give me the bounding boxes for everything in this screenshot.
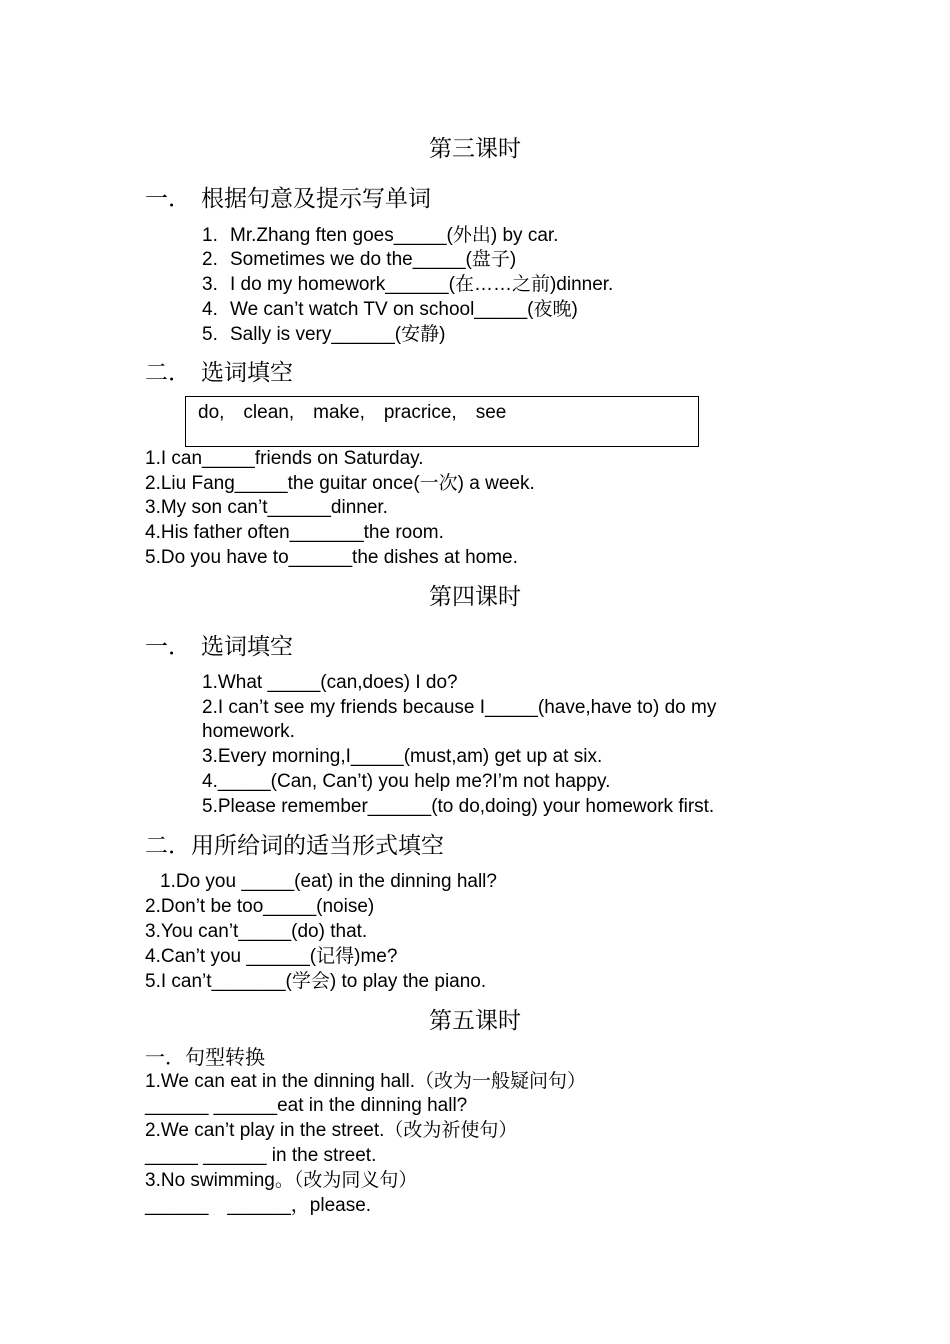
question-item: 2.Liu Fang_____the guitar once(一次) a week. bbox=[145, 473, 535, 494]
answer-line: ______ ______，please. bbox=[145, 1195, 372, 1216]
question-item: 2.Don’t be too_____(noise) bbox=[145, 896, 375, 917]
word-bank-text: do, clean, make, pracrice, see bbox=[198, 402, 507, 423]
lesson4-section1-heading bbox=[145, 632, 293, 662]
question-item: 3.Every morning,I_____(must,am) get up at six. bbox=[202, 746, 603, 767]
question-item: 4.His father often_______the room. bbox=[145, 522, 444, 543]
question-item: 2.We can’t play in the street.（改为祈使句） bbox=[145, 1120, 518, 1141]
section-title: 根据句意及提示写单词 bbox=[201, 186, 431, 212]
question-item: 4.Can’t you ______(记得)me? bbox=[145, 946, 398, 967]
lesson3-title: 第三课时 bbox=[429, 136, 521, 162]
section-number: 一． bbox=[145, 634, 191, 660]
question-item: 1.Do you _____(eat) in the dinning hall? bbox=[160, 871, 497, 892]
question-item: 5. Sally is very______(安静) bbox=[202, 324, 446, 345]
question-item: 4. We can’t watch TV on school_____(夜晚) bbox=[202, 299, 578, 320]
answer-line: ______ ______eat in the dinning hall? bbox=[145, 1095, 468, 1116]
lesson3-section1-heading bbox=[145, 184, 431, 214]
question-item: 3. I do my homework______(在……之前)dinner. bbox=[202, 274, 614, 295]
question-item: 3.You can’t_____(do) that. bbox=[145, 921, 368, 942]
question-item: 4._____(Can, Can’t) you help me?I’m not happy. bbox=[202, 771, 611, 792]
question-item: 2.I can’t see my friends because I_____(have,have to) do my bbox=[202, 697, 717, 718]
question-item-continuation: homework. bbox=[202, 721, 295, 742]
question-item: 1.We can eat in the dinning hall.（改为一般疑问句） bbox=[145, 1071, 587, 1092]
question-item: 1.What _____(can,does) I do? bbox=[202, 672, 458, 693]
section-title: 选词填空 bbox=[201, 634, 293, 660]
lesson4-section2-heading: 二．用所给词的适当形式填空 bbox=[145, 833, 444, 859]
section-title: 选词填空 bbox=[201, 360, 293, 386]
question-item: 3.My son can’t______dinner. bbox=[145, 497, 388, 518]
question-item: 1.I can_____friends on Saturday. bbox=[145, 448, 424, 469]
answer-line: _____ ______ in the street. bbox=[145, 1145, 377, 1166]
question-item: 1. Mr.Zhang ften goes_____(外出) by car. bbox=[202, 225, 559, 246]
section-number: 一． bbox=[145, 186, 191, 212]
question-item: 2. Sometimes we do the_____(盘子) bbox=[202, 249, 517, 270]
lesson5-section1-heading: 一．句型转换 bbox=[145, 1045, 265, 1069]
lesson3-section2-heading bbox=[145, 358, 293, 388]
question-item: 5.Please remember______(to do,doing) your homework first. bbox=[202, 796, 715, 817]
word-bank-box bbox=[185, 396, 699, 447]
lesson4-title: 第四课时 bbox=[429, 584, 521, 610]
lesson5-title: 第五课时 bbox=[429, 1008, 521, 1034]
question-item: 3.No swimming。（改为同义句） bbox=[145, 1170, 418, 1191]
question-item: 5.Do you have to______the dishes at home. bbox=[145, 547, 518, 568]
section-number: 二． bbox=[145, 360, 191, 386]
question-item: 5.I can’t_______(学会) to play the piano. bbox=[145, 971, 487, 992]
